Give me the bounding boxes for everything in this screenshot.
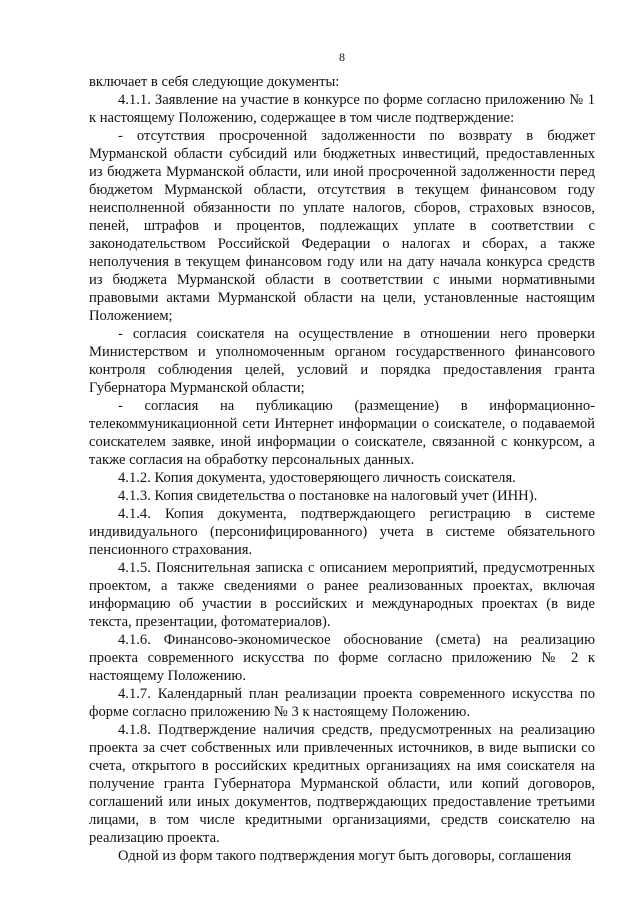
paragraph-confirmation-forms: Одной из форм такого подтверждения могут быть договоры, соглашения bbox=[118, 848, 572, 864]
paragraph-4-1-6: 4.1.6. Финансово-экономическое обоснование (смета) на реализацию проекта современного искусства по форме согласно приложению № 2 к настоящему Положению. bbox=[89, 632, 595, 684]
paragraph-4-1-5: 4.1.5. Пояснительная записка с описанием мероприятий, предусмотренных проектом, а также сведениями о ранее реализованных проектах, включая информацию об участии в российских и международных проектах (в виде текста, презентации, фотоматериалов). bbox=[89, 560, 595, 630]
paragraph-intro: включает в себя следующие документы: bbox=[89, 74, 340, 90]
paragraph-4-1-4: 4.1.4. Копия документа, подтверждающего регистрацию в системе индивидуального (персонифицированного) учета в системе обязательного пенсионного страхования. bbox=[89, 506, 595, 558]
paragraph-4-1-1: 4.1.1. Заявление на участие в конкурсе по форме согласно приложению № 1 к настоящему Положению, содержащее в том числе подтверждение: bbox=[89, 92, 595, 126]
paragraph-debt-confirmation: - отсутствия просроченной задолженности по возврату в бюджет Мурманской области субсидий или бюджетных инвестиций, предоставленных из бюджета Мурманской области, или иной просроченной задолженности перед бюджетом Мурманской области, отсутствия в текущем финансовом году неисполненной обязанности по уплате налогов, сборов, страховых взносов, пеней, штрафов и процентов, подлежащих уплате в соответствии с законодательством Российской Федерации о налогах и сборах, а также неполучения в текущем финансовом году или на дату начала конкурса средств из бюджета Мурманской области в соответствии с иными нормативными правовыми актами Мурманской области на цели, установленные настоящим Положением; bbox=[89, 128, 595, 324]
paragraph-publication-consent: - согласия на публикацию (размещение) в информационно-телекоммуникационной сети Интернет информации о соискателе, о подаваемой соискателем заявке, иной информации о соискателе, связанной с конкурсом, а также согласия на обработку персональных данных. bbox=[89, 398, 595, 468]
page-number: 8 bbox=[339, 50, 345, 64]
paragraph-4-1-8: 4.1.8. Подтверждение наличия средств, предусмотренных на реализацию проекта за счет собственных или привлеченных источников, в виде выписки со счета, открытого в российских кредитных организациях на имя соискателя на получение гранта Губернатора Мурманской области, или копий договоров, соглашений или иных документов, подтверждающих предоставление третьими лицами, в том числе кредитными организациями, средств соискателю на реализацию проекта. bbox=[89, 722, 595, 846]
paragraph-4-1-7: 4.1.7. Календарный план реализации проекта современного искусства по форме согласно приложению № 3 к настоящему Положению. bbox=[89, 686, 595, 720]
paragraph-4-1-3: 4.1.3. Копия свидетельства о постановке на налоговый учет (ИНН). bbox=[118, 488, 538, 504]
document-body bbox=[89, 73, 595, 865]
paragraph-4-1-2: 4.1.2. Копия документа, удостоверяющего личность соискателя. bbox=[118, 470, 516, 486]
paragraph-inspection-consent: - согласия соискателя на осуществление в отношении него проверки Министерством и уполномоченным органом государственного финансового контроля соблюдения целей, условий и порядка предоставления гранта Губернатора Мурманской области; bbox=[89, 326, 595, 396]
